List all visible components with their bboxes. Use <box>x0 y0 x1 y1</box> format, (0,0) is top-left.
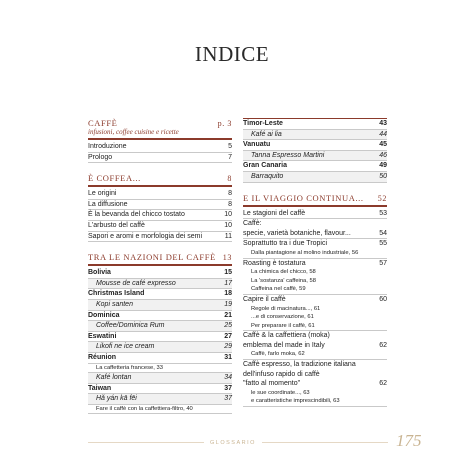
section-page: 8 <box>227 174 232 184</box>
toc-entry-recipe[interactable] <box>88 342 232 353</box>
entry-text: Christmas Island <box>88 290 145 298</box>
entry-page: 8 <box>228 200 232 208</box>
toc-entry[interactable] <box>88 232 232 243</box>
entry-text: Barraquito <box>251 172 284 180</box>
section-title: TRA LE NAZIONI DEL CAFFÈ <box>88 252 216 263</box>
section-heading[interactable] <box>88 252 232 266</box>
toc-entry-sub[interactable] <box>243 305 387 314</box>
entry-text: ...e di conservazione, 61 <box>251 314 314 321</box>
toc-entry-country[interactable] <box>88 353 232 364</box>
toc-entry-country[interactable] <box>88 384 232 395</box>
entry-text: Prologo <box>88 153 113 161</box>
toc-entry-sub[interactable] <box>243 397 387 407</box>
toc-entry-sub[interactable] <box>243 313 387 322</box>
entry-text: Mousse de café expresso <box>96 279 176 287</box>
entry-page: 10 <box>224 221 232 229</box>
toc-entry-country[interactable] <box>88 311 232 322</box>
toc-entry-country[interactable] <box>88 268 232 279</box>
toc-entry-recipe[interactable] <box>243 130 387 141</box>
entry-page: 34 <box>224 374 232 382</box>
toc-entry-recipe[interactable] <box>243 172 387 183</box>
section-heading[interactable] <box>88 173 232 187</box>
entry-page: 49 <box>379 162 387 170</box>
toc-entry[interactable] <box>243 259 387 269</box>
entry-text: e caratteristiche imprescindibili, 63 <box>251 398 340 405</box>
entry-text: Hǎ yán kā fēi <box>96 395 137 403</box>
entry-text: Per preparare il caffè, 61 <box>251 322 315 329</box>
toc-continued-countries <box>243 118 387 183</box>
entry-page: 31 <box>224 353 232 361</box>
entry-text: Timor-Leste <box>243 120 283 127</box>
entry-page: 8 <box>228 190 232 198</box>
toc-entry[interactable] <box>88 210 232 221</box>
entry-text: Dalla piantagione al molino industriale, 56 <box>251 249 359 256</box>
entry-page: 62 <box>379 380 387 388</box>
entry-text: È la bevanda del chicco tostato <box>88 211 185 219</box>
entry-text: Tanna Espresso Martini <box>251 151 325 159</box>
toc-entry[interactable] <box>243 219 387 229</box>
entry-text: Kafé lontan <box>96 374 132 382</box>
toc-entry-sub[interactable] <box>243 350 387 360</box>
section-heading[interactable] <box>243 193 387 207</box>
entry-text: Roasting è tostatura <box>243 259 306 267</box>
toc-entry-sub[interactable] <box>243 277 387 286</box>
toc-entry-country[interactable] <box>88 332 232 343</box>
toc-entry[interactable] <box>243 370 387 380</box>
entry-page: 55 <box>379 240 387 248</box>
entry-text: Soprattutto tra i due Tropici <box>243 240 328 248</box>
toc-entry-country[interactable] <box>88 289 232 300</box>
toc-entry-recipe[interactable] <box>88 373 232 384</box>
toc-left-column <box>88 118 232 424</box>
toc-entry[interactable] <box>88 142 232 153</box>
entry-text: Vanuatu <box>243 141 271 149</box>
toc-entry-country[interactable] <box>243 161 387 172</box>
entry-text: Le stagioni del caffè <box>243 209 306 217</box>
entry-page: 57 <box>379 259 387 267</box>
toc-entry[interactable] <box>243 229 387 240</box>
entry-page: 44 <box>379 130 387 138</box>
entry-text: Caffè, farlo moka, 62 <box>251 351 305 358</box>
toc-entry-sub[interactable] <box>243 249 387 259</box>
entry-text: Caffè espresso, la tradizione italiana <box>243 361 356 369</box>
entry-page: 29 <box>224 343 232 351</box>
toc-entry[interactable] <box>243 295 387 305</box>
entry-text: Le origini <box>88 190 117 198</box>
entry-text: Eswatini <box>88 332 117 340</box>
toc-entry[interactable] <box>243 379 387 389</box>
toc-entry[interactable] <box>243 341 387 351</box>
page-title: INDICE <box>194 42 270 66</box>
entry-text: La diffusione <box>88 200 128 208</box>
toc-entry[interactable] <box>88 221 232 232</box>
entry-text: le sue coordinate..., 63 <box>251 389 310 396</box>
entry-text: "fatto al momento" <box>243 380 301 388</box>
toc-section-viaggio <box>243 193 387 407</box>
section-title: CAFFÈ <box>88 118 118 128</box>
section-title: E IL VIAGGIO CONTINUA... <box>243 192 364 203</box>
toc-entry[interactable] <box>243 239 387 249</box>
entry-text: Caffè & la caffettiera (moka) <box>243 332 330 340</box>
entry-text: Fare il caffè con la caffettiera-filtro, 40 <box>96 405 193 412</box>
entry-text: Kopi santen <box>96 300 133 308</box>
entry-text: Réunion <box>88 353 116 361</box>
entry-page: 45 <box>379 141 387 149</box>
entry-text: dell'infuso rapido di caffè <box>243 370 320 378</box>
entry-text: Coffee/Dominica Rum <box>96 322 165 330</box>
entry-page: 11 <box>224 232 232 240</box>
entry-text: Taiwan <box>88 384 112 392</box>
entry-text: Likofi ne ice cream <box>96 343 155 351</box>
entry-text: La 'sostanza' caffeina, 58 <box>251 277 316 284</box>
section-title: È COFFEA... <box>88 173 141 184</box>
toc-entry-sub[interactable] <box>243 268 387 277</box>
entry-page: 54 <box>379 229 387 237</box>
toc-entry-sub[interactable] <box>88 364 232 374</box>
toc-entry[interactable] <box>88 200 232 211</box>
entry-page: 21 <box>224 311 232 319</box>
entry-page: 7 <box>228 153 232 161</box>
entry-text: L'arbusto del caffè <box>88 221 145 229</box>
toc-entry-sub[interactable] <box>243 322 387 332</box>
entry-text: emblema del made in Italy <box>243 341 325 349</box>
entry-page: 62 <box>379 341 387 349</box>
toc-entry[interactable] <box>243 331 387 341</box>
toc-section-coffea <box>88 173 232 242</box>
entry-page: 27 <box>224 332 232 340</box>
toc-entry-recipe[interactable] <box>88 321 232 332</box>
entry-text: Dominica <box>88 311 120 319</box>
toc-entry[interactable] <box>88 189 232 200</box>
entry-text: Caffè: <box>243 220 262 228</box>
section-subtitle: infusioni, coffee cuisine e ricette <box>88 128 179 136</box>
toc-entry-sub[interactable] <box>243 285 387 295</box>
entry-page: 46 <box>379 151 387 159</box>
entry-text: Capire il caffè <box>243 295 286 303</box>
section-heading[interactable] <box>88 118 232 140</box>
section-page: 13 <box>222 253 232 263</box>
toc-section-caffe <box>88 118 232 163</box>
toc-entry-recipe[interactable] <box>88 279 232 290</box>
toc-entry[interactable] <box>243 209 387 220</box>
entry-text: Kafé ai lia <box>251 130 282 138</box>
toc-entry-country[interactable] <box>243 140 387 151</box>
entry-page: 18 <box>224 290 232 298</box>
toc-entry[interactable] <box>88 153 232 164</box>
toc-entry[interactable] <box>243 360 387 370</box>
entry-page: 43 <box>379 120 387 127</box>
toc-entry-recipe[interactable] <box>243 151 387 162</box>
entry-text: Bolivia <box>88 269 111 277</box>
entry-page: 37 <box>224 384 232 392</box>
entry-text: specie, varietà botaniche, flavour... <box>243 229 351 237</box>
entry-text: La caffetteria francese, 33 <box>96 364 163 371</box>
toc-entry-sub[interactable] <box>88 405 232 415</box>
toc-entry-country[interactable] <box>243 119 387 130</box>
section-page: p. 3 <box>217 119 232 128</box>
entry-page: 15 <box>224 269 232 277</box>
section-page: 52 <box>377 193 387 203</box>
entry-page: 25 <box>224 322 232 330</box>
entry-page: 60 <box>379 295 387 303</box>
toc-entry-recipe[interactable] <box>88 300 232 311</box>
entry-page: 50 <box>379 172 387 180</box>
toc-section-nazioni <box>88 252 232 414</box>
entry-page: 17 <box>224 279 232 287</box>
toc-right-column <box>243 118 387 417</box>
toc-entry-recipe[interactable] <box>88 394 232 405</box>
entry-text: Gran Canaria <box>243 162 287 170</box>
entry-text: Regole di macinatura..., 61 <box>251 305 321 312</box>
entry-page: 37 <box>224 395 232 403</box>
entry-page: 5 <box>228 143 232 150</box>
entry-page: 19 <box>224 300 232 308</box>
entry-text: La chimica del chicco, 58 <box>251 269 316 276</box>
footer-label: GLOSSARIO <box>204 440 262 446</box>
entry-page: 10 <box>224 211 232 219</box>
entry-page: 53 <box>379 209 387 217</box>
page-number: 175 <box>396 431 422 450</box>
entry-text: Introduzione <box>88 143 127 150</box>
toc-entry-sub[interactable] <box>243 389 387 398</box>
entry-text: Sapori e aromi e morfologia dei semi <box>88 232 202 240</box>
entry-text: Caffeina nel caffè, 59 <box>251 286 306 293</box>
